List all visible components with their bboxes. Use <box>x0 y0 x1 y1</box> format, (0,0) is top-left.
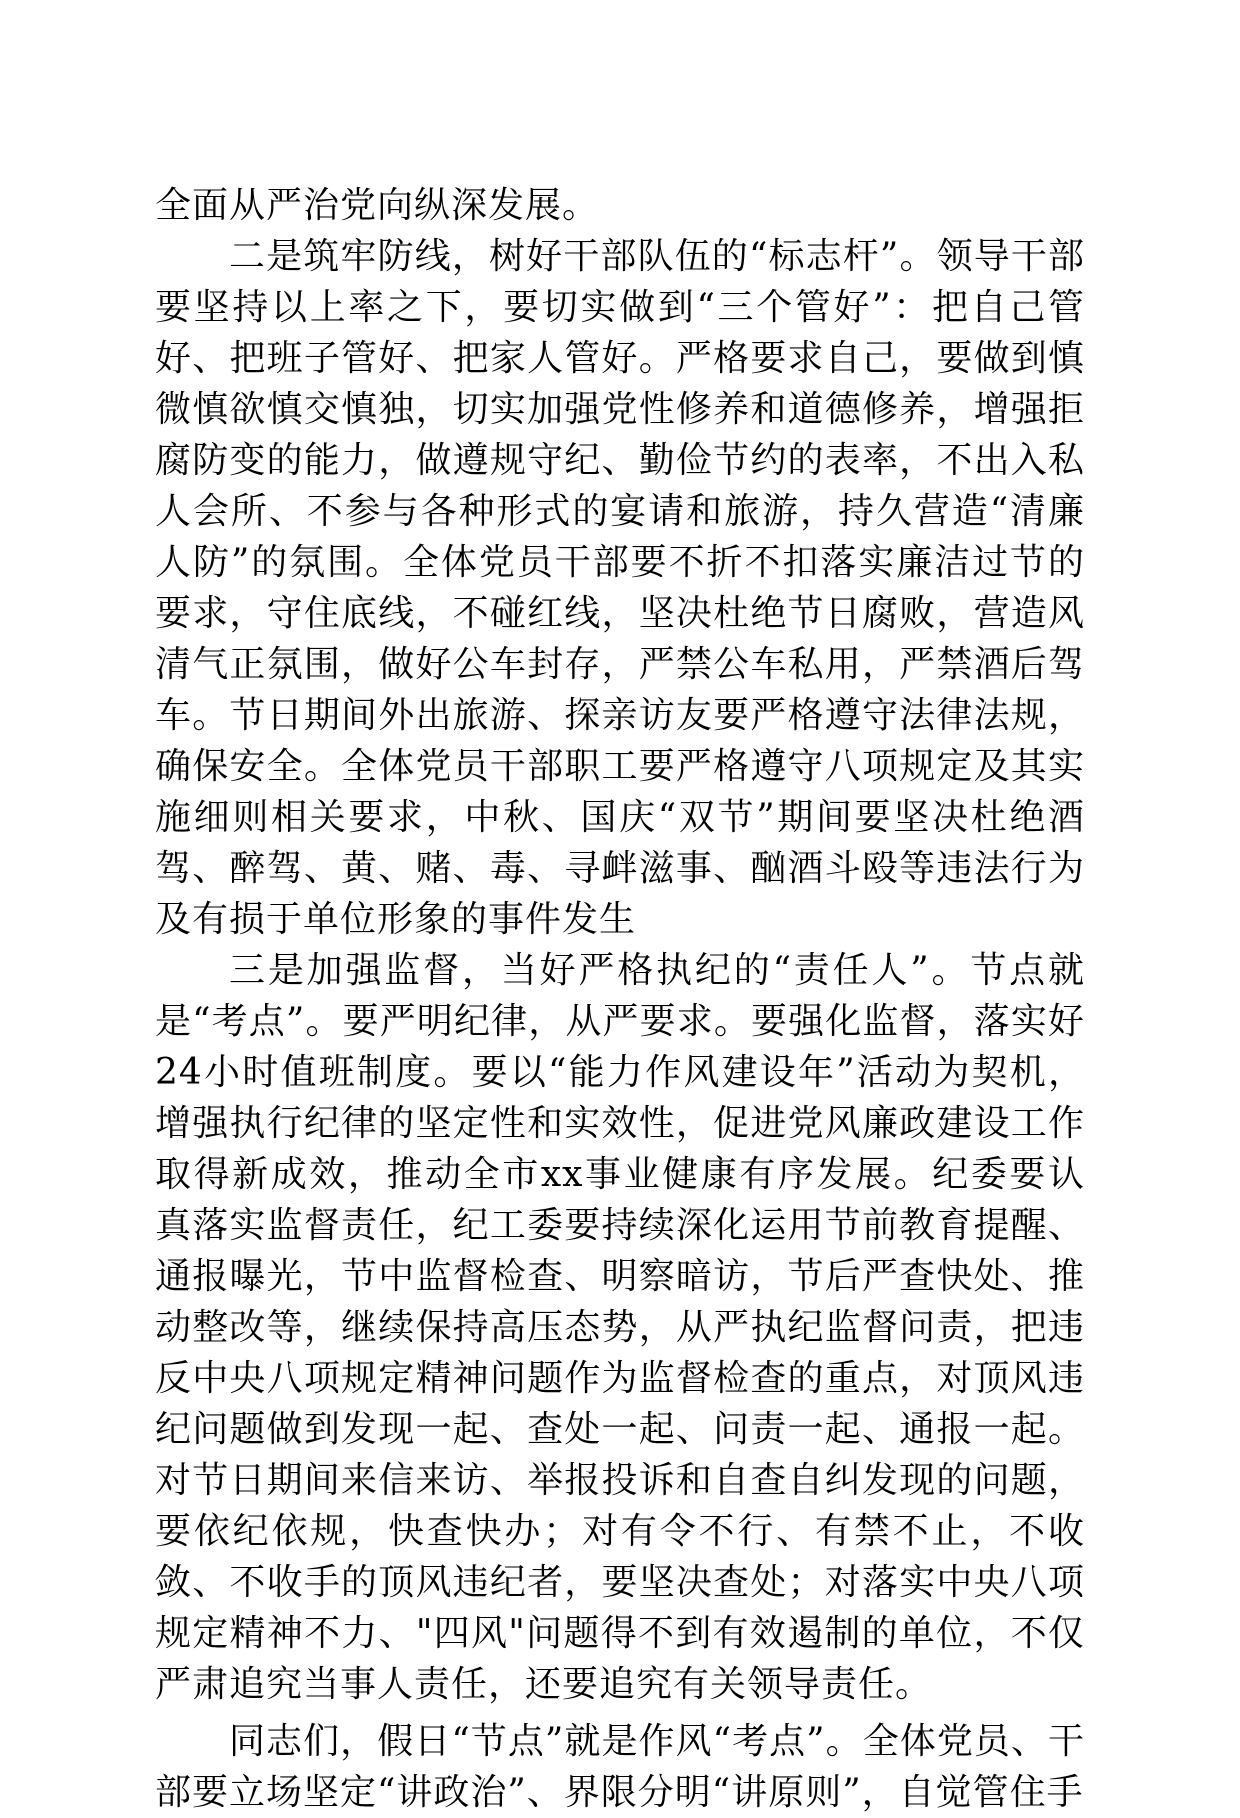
paragraph-second-point: 二是筑牢防线，树好干部队伍的“标志杆”。领导干部要坚持以上率之下，要切实做到“三个管好”：把自己管好、把班子管好、把家人管好。严格要求自己，要做到慎微慎欲慎交慎独，切实加强党性修养和道德修养，增强拒腐防变的能力，做遵规守纪、勤俭节约的表率，不出入私人会所、不参与各种形式的宴请和旅游，持久营造“清廉人防”的氛围。全体党员干部要不折不扣落实廉洁过节的要求，守住底线，不碰红线，坚决杜绝节日腐败，营造风清气正氛围，做好公车封存，严禁公车私用，严禁酒后驾车。节日期间外出旅游、探亲访友要严格遵守法律法规，确保安全。全体党员干部职工要严格遵守八项规定及其实施细则相关要求，中秋、国庆“双节”期间要坚决杜绝酒驾、醉驾、黄、赌、毒、寻衅滋事、酗酒斗殴等违法行为及有损于单位形象的事件发生 <box>155 236 1085 940</box>
paragraph-third-point: 三是加强监督，当好严格执纪的“责任人”。节点就是“考点”。要严明纪律，从严要求。要强化监督，落实好24小时值班制度。要以“能力作风建设年”活动为契机，增强执行纪律的坚定性和实效性，促进党风廉政建设工作取得新成效，推动全市xx事业健康有序发展。纪委要认真落实监督责任，纪工委要持续深化运用节前教育提醒、通报曝光，节中监督检查、明察暗访，节后严查快处、推动整改等，继续保持高压态势，从严执纪监督问责，把违反中央八项规定精神问题作为监督检查的重点，对顶风违纪问题做到发现一起、查处一起、问责一起、通报一起。对节日期间来信来访、举报投诉和自查自纠发现的问题，要依纪依规，快查快办；对有令不行、有禁不止，不收敛、不收手的顶风违纪者，要坚决查处；对落实中央八项规定精神不力、"四风"问题得不到有效遏制的单位，不仅严肃追究当事人责任，还要追究有关领导责任。 <box>155 950 1085 1705</box>
paragraph-continuation: 全面从严治党向纵深发展。 <box>155 185 600 226</box>
paragraph-conclusion: 同志们，假日“节点”就是作风“考点”。全体党员、干部要立场坚定“讲政治”、界限分明“讲原则”，自觉管住手 <box>155 1721 1085 1813</box>
document-body <box>155 180 1085 1818</box>
